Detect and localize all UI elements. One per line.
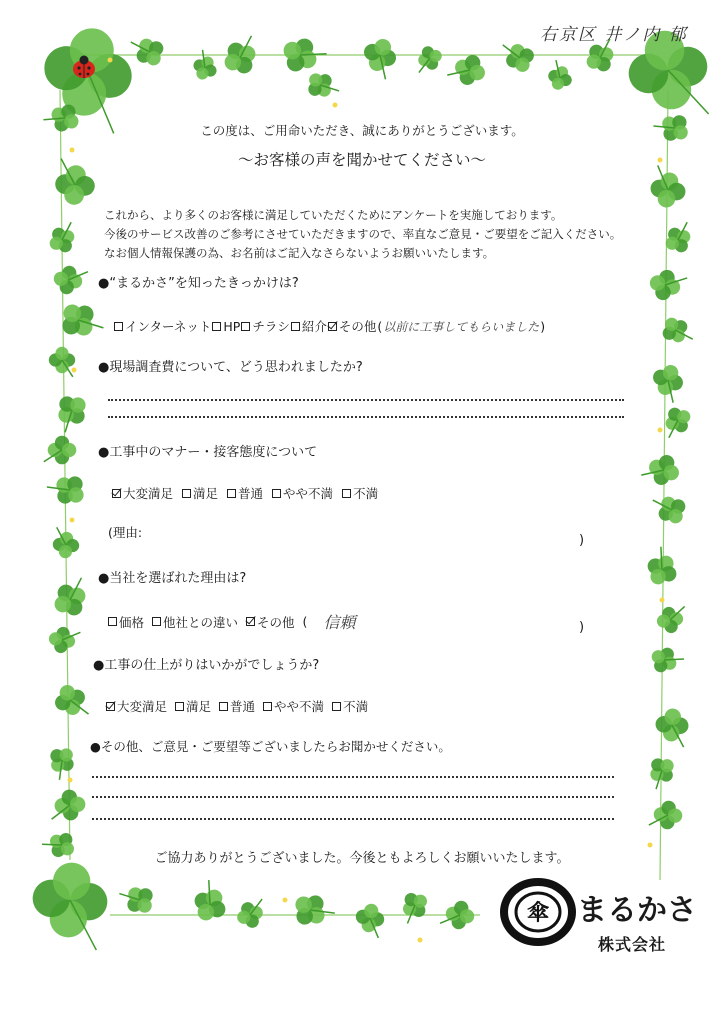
clover-icon xyxy=(646,642,685,680)
close-paren: ) xyxy=(579,620,585,635)
checkbox-checked[interactable] xyxy=(246,617,255,626)
clover-icon xyxy=(651,487,692,529)
close-paren: ) xyxy=(540,318,546,334)
clover-icon xyxy=(117,877,160,920)
option-very-satisfied[interactable]: 大変満足 xyxy=(112,484,173,502)
clover-icon xyxy=(394,887,434,926)
answer-line[interactable] xyxy=(92,796,614,798)
option-neutral[interactable]: 普通 xyxy=(219,697,255,715)
question-5-label: ●工事の仕上がりはいかがでしょうか? xyxy=(93,658,320,673)
checkbox[interactable] xyxy=(332,702,341,711)
checkbox[interactable] xyxy=(152,617,161,626)
option-somewhat-dissatisfied[interactable]: やや不満 xyxy=(272,484,333,502)
checkbox[interactable] xyxy=(241,322,250,331)
clover-icon xyxy=(353,901,387,938)
clover-icon xyxy=(189,49,223,84)
clover-icon xyxy=(47,388,94,434)
option-flyer[interactable]: チラシ xyxy=(241,317,290,335)
handwritten-answer-q1: 以前に工事してもらいました xyxy=(383,319,540,334)
clover-icon xyxy=(187,879,234,928)
option-other[interactable]: その他 xyxy=(246,613,295,631)
option-somewhat-dissatisfied[interactable]: やや不満 xyxy=(263,697,324,715)
clover-icon xyxy=(44,436,77,465)
checkbox[interactable] xyxy=(219,702,228,711)
option-price[interactable]: 価格 xyxy=(108,613,144,631)
company-type: 株式会社 xyxy=(598,935,667,954)
dot-decoration xyxy=(72,368,77,373)
clover-icon xyxy=(301,66,341,106)
clover-icon xyxy=(49,788,87,822)
dot-decoration xyxy=(68,778,73,783)
checkbox[interactable] xyxy=(263,702,272,711)
question-1-label: ●“まるかさ”を知ったきっかけは? xyxy=(98,276,299,291)
question-2-label: ●現場調査費について、どう思われましたか? xyxy=(98,360,363,375)
clover-icon xyxy=(233,897,270,932)
handwritten-location-name: 右京区 井ノ内 郁 xyxy=(540,25,688,45)
clover-icon xyxy=(657,312,695,351)
clover-icon xyxy=(287,887,337,936)
clover-icon xyxy=(29,859,111,950)
checkbox-checked[interactable] xyxy=(328,322,337,331)
clover-icon xyxy=(53,295,106,348)
intro-paragraph-3: なお個人情報保護の為、お名前はご記入なさらないようお願いいたします。 xyxy=(104,246,495,260)
intro-paragraph-1: これから、より多くのお客様に満足していただくためにアンケートを実施しております。 xyxy=(104,208,563,222)
clover-icon xyxy=(655,604,689,635)
answer-line[interactable] xyxy=(108,416,624,418)
option-hp[interactable]: HP xyxy=(212,319,240,334)
answer-line[interactable] xyxy=(92,776,614,778)
checkbox[interactable] xyxy=(114,322,123,331)
survey-title: ～お客様の声を聞かせてください～ xyxy=(237,151,486,169)
option-dissatisfied[interactable]: 不満 xyxy=(332,697,368,715)
option-referral[interactable]: 紹介 xyxy=(291,317,327,335)
clover-icon xyxy=(52,527,81,559)
clover-icon xyxy=(45,466,92,512)
clover-icon xyxy=(646,266,688,305)
checkbox[interactable] xyxy=(342,489,351,498)
question-3-label: ●工事中のマナー・接客態度について xyxy=(98,445,318,460)
clover-icon xyxy=(411,42,445,74)
question-1-options xyxy=(114,317,545,335)
question-4-label: ●当社を選ばれた理由は? xyxy=(98,571,247,586)
option-satisfied[interactable]: 満足 xyxy=(175,697,211,715)
clover-icon xyxy=(357,34,401,81)
question-4-options xyxy=(108,610,355,633)
dot-decoration xyxy=(70,518,75,523)
clover-icon xyxy=(49,347,75,377)
clover-icon xyxy=(648,165,690,211)
dot-decoration xyxy=(333,103,338,108)
answer-line[interactable] xyxy=(92,818,614,820)
checkbox[interactable] xyxy=(182,489,191,498)
option-dissatisfied[interactable]: 不満 xyxy=(342,484,378,502)
question-5-options xyxy=(106,697,368,715)
closing-message: ご協力ありがとうございました。今後ともよろしくお願いいたします。 xyxy=(154,851,570,866)
clover-icon xyxy=(649,799,684,830)
question-3-options xyxy=(112,484,378,502)
clover-icon xyxy=(500,36,538,76)
clover-icon xyxy=(129,29,170,71)
option-other[interactable]: その他 xyxy=(328,317,377,335)
clover-icon xyxy=(47,625,81,656)
reason-label: (理由: xyxy=(108,525,143,540)
open-paren: ( xyxy=(377,318,383,334)
checkbox[interactable] xyxy=(212,322,221,331)
clover-icon xyxy=(647,360,688,403)
greeting-line: この度は、ご用命いただき、誠にありがとうございます。 xyxy=(200,123,524,138)
clover-icon xyxy=(217,33,266,80)
checkbox[interactable] xyxy=(291,322,300,331)
clover-icon xyxy=(41,741,81,781)
checkbox-checked[interactable] xyxy=(106,702,115,711)
clover-icon xyxy=(44,220,83,258)
answer-line[interactable] xyxy=(108,399,624,401)
option-difference[interactable]: 他社との違い xyxy=(152,613,238,631)
dot-decoration xyxy=(658,428,663,433)
handwritten-answer-q4: 信頼 xyxy=(323,613,356,632)
dot-decoration xyxy=(418,938,423,943)
checkbox[interactable] xyxy=(227,489,236,498)
clover-icon xyxy=(51,263,88,297)
option-satisfied[interactable]: 満足 xyxy=(182,484,218,502)
clover-icon xyxy=(544,59,576,93)
checkbox[interactable] xyxy=(108,617,117,626)
clover-icon xyxy=(47,575,96,622)
vine-line xyxy=(60,90,70,860)
option-internet[interactable]: インターネット xyxy=(114,317,211,335)
clover-icon xyxy=(657,402,696,440)
clover-icon xyxy=(50,680,91,723)
company-name: まるかさ xyxy=(577,893,697,928)
open-paren: ( xyxy=(302,614,308,629)
clover-icon xyxy=(654,707,690,747)
option-very-satisfied[interactable]: 大変満足 xyxy=(106,697,167,715)
option-neutral[interactable]: 普通 xyxy=(227,484,263,502)
dot-decoration xyxy=(660,598,665,603)
intro-paragraph-2: 今後のサービス改善のご参考にさせていただきますので、率直なご意見・ご要望をご記入ください。 xyxy=(104,227,622,241)
dot-decoration xyxy=(283,898,288,903)
question-6-label: ●その他、ご意見・ご要望等ございましたらお聞かせください。 xyxy=(90,739,451,754)
checkbox[interactable] xyxy=(272,489,281,498)
clover-icon xyxy=(276,31,328,81)
clover-icon xyxy=(35,21,139,135)
logo-emblem-glyph: 傘 xyxy=(526,900,550,926)
checkbox[interactable] xyxy=(175,702,184,711)
dot-decoration xyxy=(108,58,113,63)
close-paren: ) xyxy=(579,533,585,548)
checkbox-checked[interactable] xyxy=(112,489,121,498)
clover-icon xyxy=(640,449,683,490)
